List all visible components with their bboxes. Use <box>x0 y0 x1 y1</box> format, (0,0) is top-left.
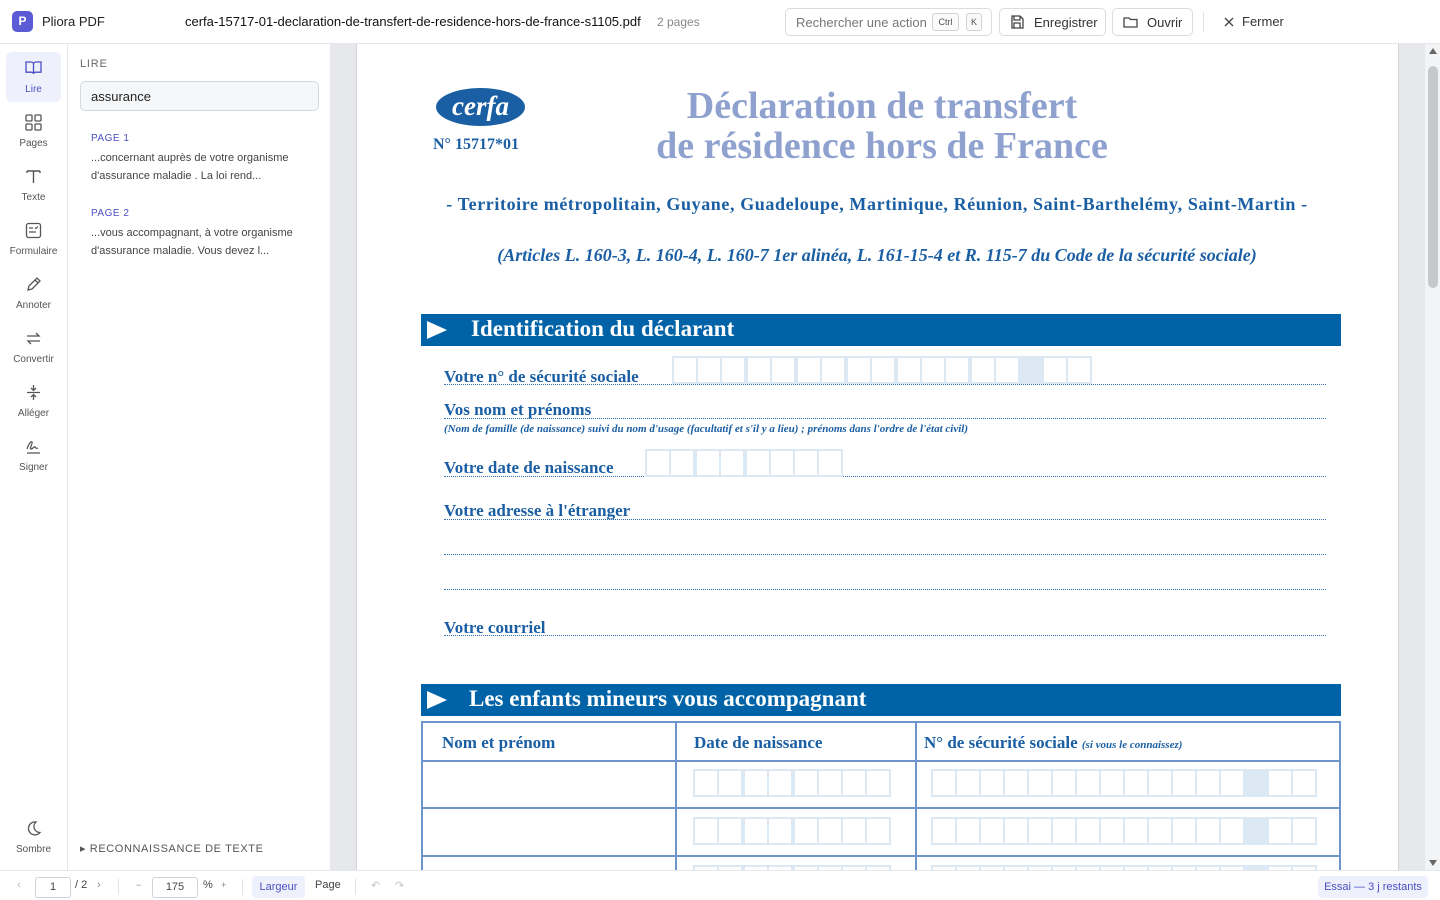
rail-label-form: Formulaire <box>9 246 58 257</box>
search-result-page: PAGE 1 <box>91 133 130 144</box>
action-search-input[interactable] <box>785 8 992 36</box>
section-band-children <box>421 684 1341 716</box>
grid-icon <box>25 114 42 131</box>
play-triangle-icon <box>427 321 447 339</box>
rail-item-annotate[interactable] <box>6 268 61 318</box>
search-result-snippet: ...vous accompagnant, à votre organisme d'assurance maladie. Vous devez l... <box>91 227 293 257</box>
zoom-out-icon[interactable]: − <box>136 880 142 890</box>
scrollbar-thumb[interactable] <box>1428 66 1438 288</box>
book-icon <box>25 60 42 76</box>
fit-page-button[interactable]: Page <box>315 879 341 891</box>
rail-label-text: Texte <box>21 192 46 203</box>
child-ssn-cells[interactable] <box>931 817 1317 845</box>
dotted-line <box>444 519 1326 520</box>
column-header-dob: Date de naissance <box>694 733 823 752</box>
dotted-line <box>444 384 1326 385</box>
open-label: Ouvrir <box>1147 15 1183 30</box>
table-divider <box>423 855 1339 857</box>
rail-item-sign[interactable] <box>6 430 61 480</box>
panel-title: LIRE <box>80 58 108 70</box>
app-logo: P <box>12 11 33 32</box>
child-dob-cells[interactable] <box>693 817 891 845</box>
close-label: Fermer <box>1242 14 1284 29</box>
folder-icon <box>1123 15 1138 29</box>
section-band-identification <box>421 314 1341 346</box>
zoom-unit: % <box>203 879 213 891</box>
dotted-line <box>444 589 1326 590</box>
pdf-viewer[interactable] <box>331 44 1424 870</box>
tool-rail <box>0 44 68 870</box>
column-header-ssn-note: (si vous le connaissez) <box>1081 739 1183 751</box>
pdf-page <box>356 44 1399 870</box>
child-dob-cells[interactable] <box>693 769 891 797</box>
territory-line: - Territoire métropolitain, Guyane, Guadeloupe, Martinique, Réunion, Saint-Barthelémy, Saint-Martin - <box>446 194 1308 214</box>
form-icon <box>25 222 42 239</box>
dob-input-cells[interactable] <box>645 449 843 477</box>
fit-width-button[interactable]: Largeur <box>252 876 305 898</box>
column-header-ssn-label: N° de sécurité sociale <box>924 733 1078 752</box>
column-header-name: Nom et prénom <box>442 733 556 752</box>
table-divider <box>675 723 677 870</box>
search-result-snippet: ...concernant auprès de votre organisme d'assurance maladie . La loi rend... <box>91 152 289 182</box>
search-result-1[interactable] <box>91 133 316 185</box>
bottom-separator <box>242 879 243 895</box>
dark-mode-toggle[interactable] <box>6 812 61 862</box>
convert-arrows-icon <box>25 330 42 347</box>
rail-label-sign: Signer <box>19 462 48 473</box>
cerfa-logo: cerfa <box>436 88 525 126</box>
save-label: Enregistrer <box>1034 15 1098 30</box>
rail-item-convert[interactable] <box>6 322 61 372</box>
document-title <box>607 86 1157 166</box>
document-search-input[interactable]: assurance <box>80 81 319 111</box>
rail-item-compress[interactable] <box>6 376 61 426</box>
field-note-name: (Nom de famille (de naissance) suivi du nom d'usage (facultatif et s'il y a lieu) ; prénoms dans l'ordre de l'état civil) <box>444 423 968 435</box>
search-result-2[interactable] <box>91 208 316 260</box>
ocr-section-toggle[interactable]: ▸ RECONNAISSANCE DE TEXTE <box>80 843 264 855</box>
cerfa-form-number: N° 15717*01 <box>433 136 519 153</box>
document-page-count: 2 pages <box>657 15 700 29</box>
field-label-ssn: Votre n° de sécurité sociale <box>444 367 639 386</box>
document-title-line2: de résidence hors de France <box>656 125 1108 167</box>
dotted-line <box>444 418 1326 419</box>
next-page-icon[interactable]: › <box>97 879 101 891</box>
rail-label-pages: Pages <box>19 138 48 149</box>
toolbar-separator <box>1203 12 1204 32</box>
table-divider <box>423 807 1339 809</box>
viewer-scrollbar[interactable] <box>1424 44 1440 870</box>
scroll-down-icon[interactable] <box>1429 860 1437 866</box>
page-total: / 2 <box>75 879 88 891</box>
zoom-in-icon[interactable]: + <box>221 880 227 890</box>
zoom-input[interactable]: 175 <box>152 877 198 898</box>
save-button[interactable] <box>999 8 1106 36</box>
close-button[interactable] <box>1218 8 1298 36</box>
rail-label-convert: Convertir <box>13 354 54 365</box>
scroll-up-icon[interactable] <box>1429 48 1437 54</box>
children-table <box>421 721 1341 870</box>
field-label-name: Vos nom et prénoms <box>444 400 592 419</box>
column-header-ssn <box>924 733 1182 753</box>
rail-label-read: Lire <box>25 84 42 95</box>
document-title-line1: Déclaration de transfert <box>686 85 1078 127</box>
articles-line: (Articles L. 160-3, L. 160-4, L. 160-7 1er alinéa, L. 161-15-4 et R. 115-7 du Code de la sécurité sociale) <box>497 245 1257 265</box>
open-button[interactable] <box>1112 8 1193 36</box>
close-icon <box>1224 17 1234 27</box>
pencil-icon <box>25 276 42 293</box>
text-icon <box>25 168 42 185</box>
table-divider <box>423 760 1339 762</box>
signature-icon <box>25 438 42 455</box>
dotted-line <box>444 476 1326 477</box>
rail-label-compress: Alléger <box>17 408 50 419</box>
kbd-k-hint: K <box>966 13 982 31</box>
dotted-line <box>444 554 1326 555</box>
redo-icon[interactable]: ↷ <box>395 880 405 892</box>
rail-item-pages[interactable] <box>6 106 61 156</box>
top-bar <box>0 0 1440 44</box>
action-search-placeholder: Rechercher une action <box>796 15 927 30</box>
bottom-separator <box>118 879 119 895</box>
read-panel <box>68 44 331 870</box>
section-title: Identification du déclarant <box>471 316 735 341</box>
search-result-page: PAGE 2 <box>91 208 130 219</box>
field-label-address: Votre adresse à l'étranger <box>444 501 631 520</box>
table-divider <box>915 723 917 870</box>
rail-label-annotate: Annoter <box>15 300 52 311</box>
rail-item-text[interactable] <box>6 160 61 210</box>
field-label-dob: Votre date de naissance <box>444 458 614 477</box>
compress-icon <box>25 384 42 401</box>
app-name: Pliora PDF <box>42 14 105 29</box>
rail-item-form[interactable] <box>6 214 61 264</box>
prev-page-icon[interactable]: ‹ <box>17 879 21 891</box>
section-title: Les enfants mineurs vous accompagnant <box>469 686 867 711</box>
ssn-input-cells[interactable] <box>672 356 1092 384</box>
dotted-line <box>444 635 1326 636</box>
rail-label-dark: Sombre <box>15 844 51 855</box>
document-filename: cerfa-15717-01-declaration-de-transfert-de-residence-hors-de-france-s1105.pdf <box>185 14 641 29</box>
trial-badge[interactable]: Essai — 3 j restants <box>1318 876 1428 898</box>
bottom-bar <box>0 870 1440 900</box>
moon-icon <box>25 820 42 837</box>
field-label-email: Votre courriel <box>444 618 546 637</box>
page-number-input[interactable]: 1 <box>35 877 71 898</box>
undo-icon[interactable]: ↶ <box>371 880 381 892</box>
bottom-separator <box>355 879 356 895</box>
rail-item-read[interactable] <box>6 52 61 102</box>
play-triangle-icon <box>427 691 447 709</box>
child-ssn-cells[interactable] <box>931 769 1317 797</box>
kbd-ctrl-hint: Ctrl <box>932 13 959 31</box>
save-icon <box>1010 15 1024 29</box>
